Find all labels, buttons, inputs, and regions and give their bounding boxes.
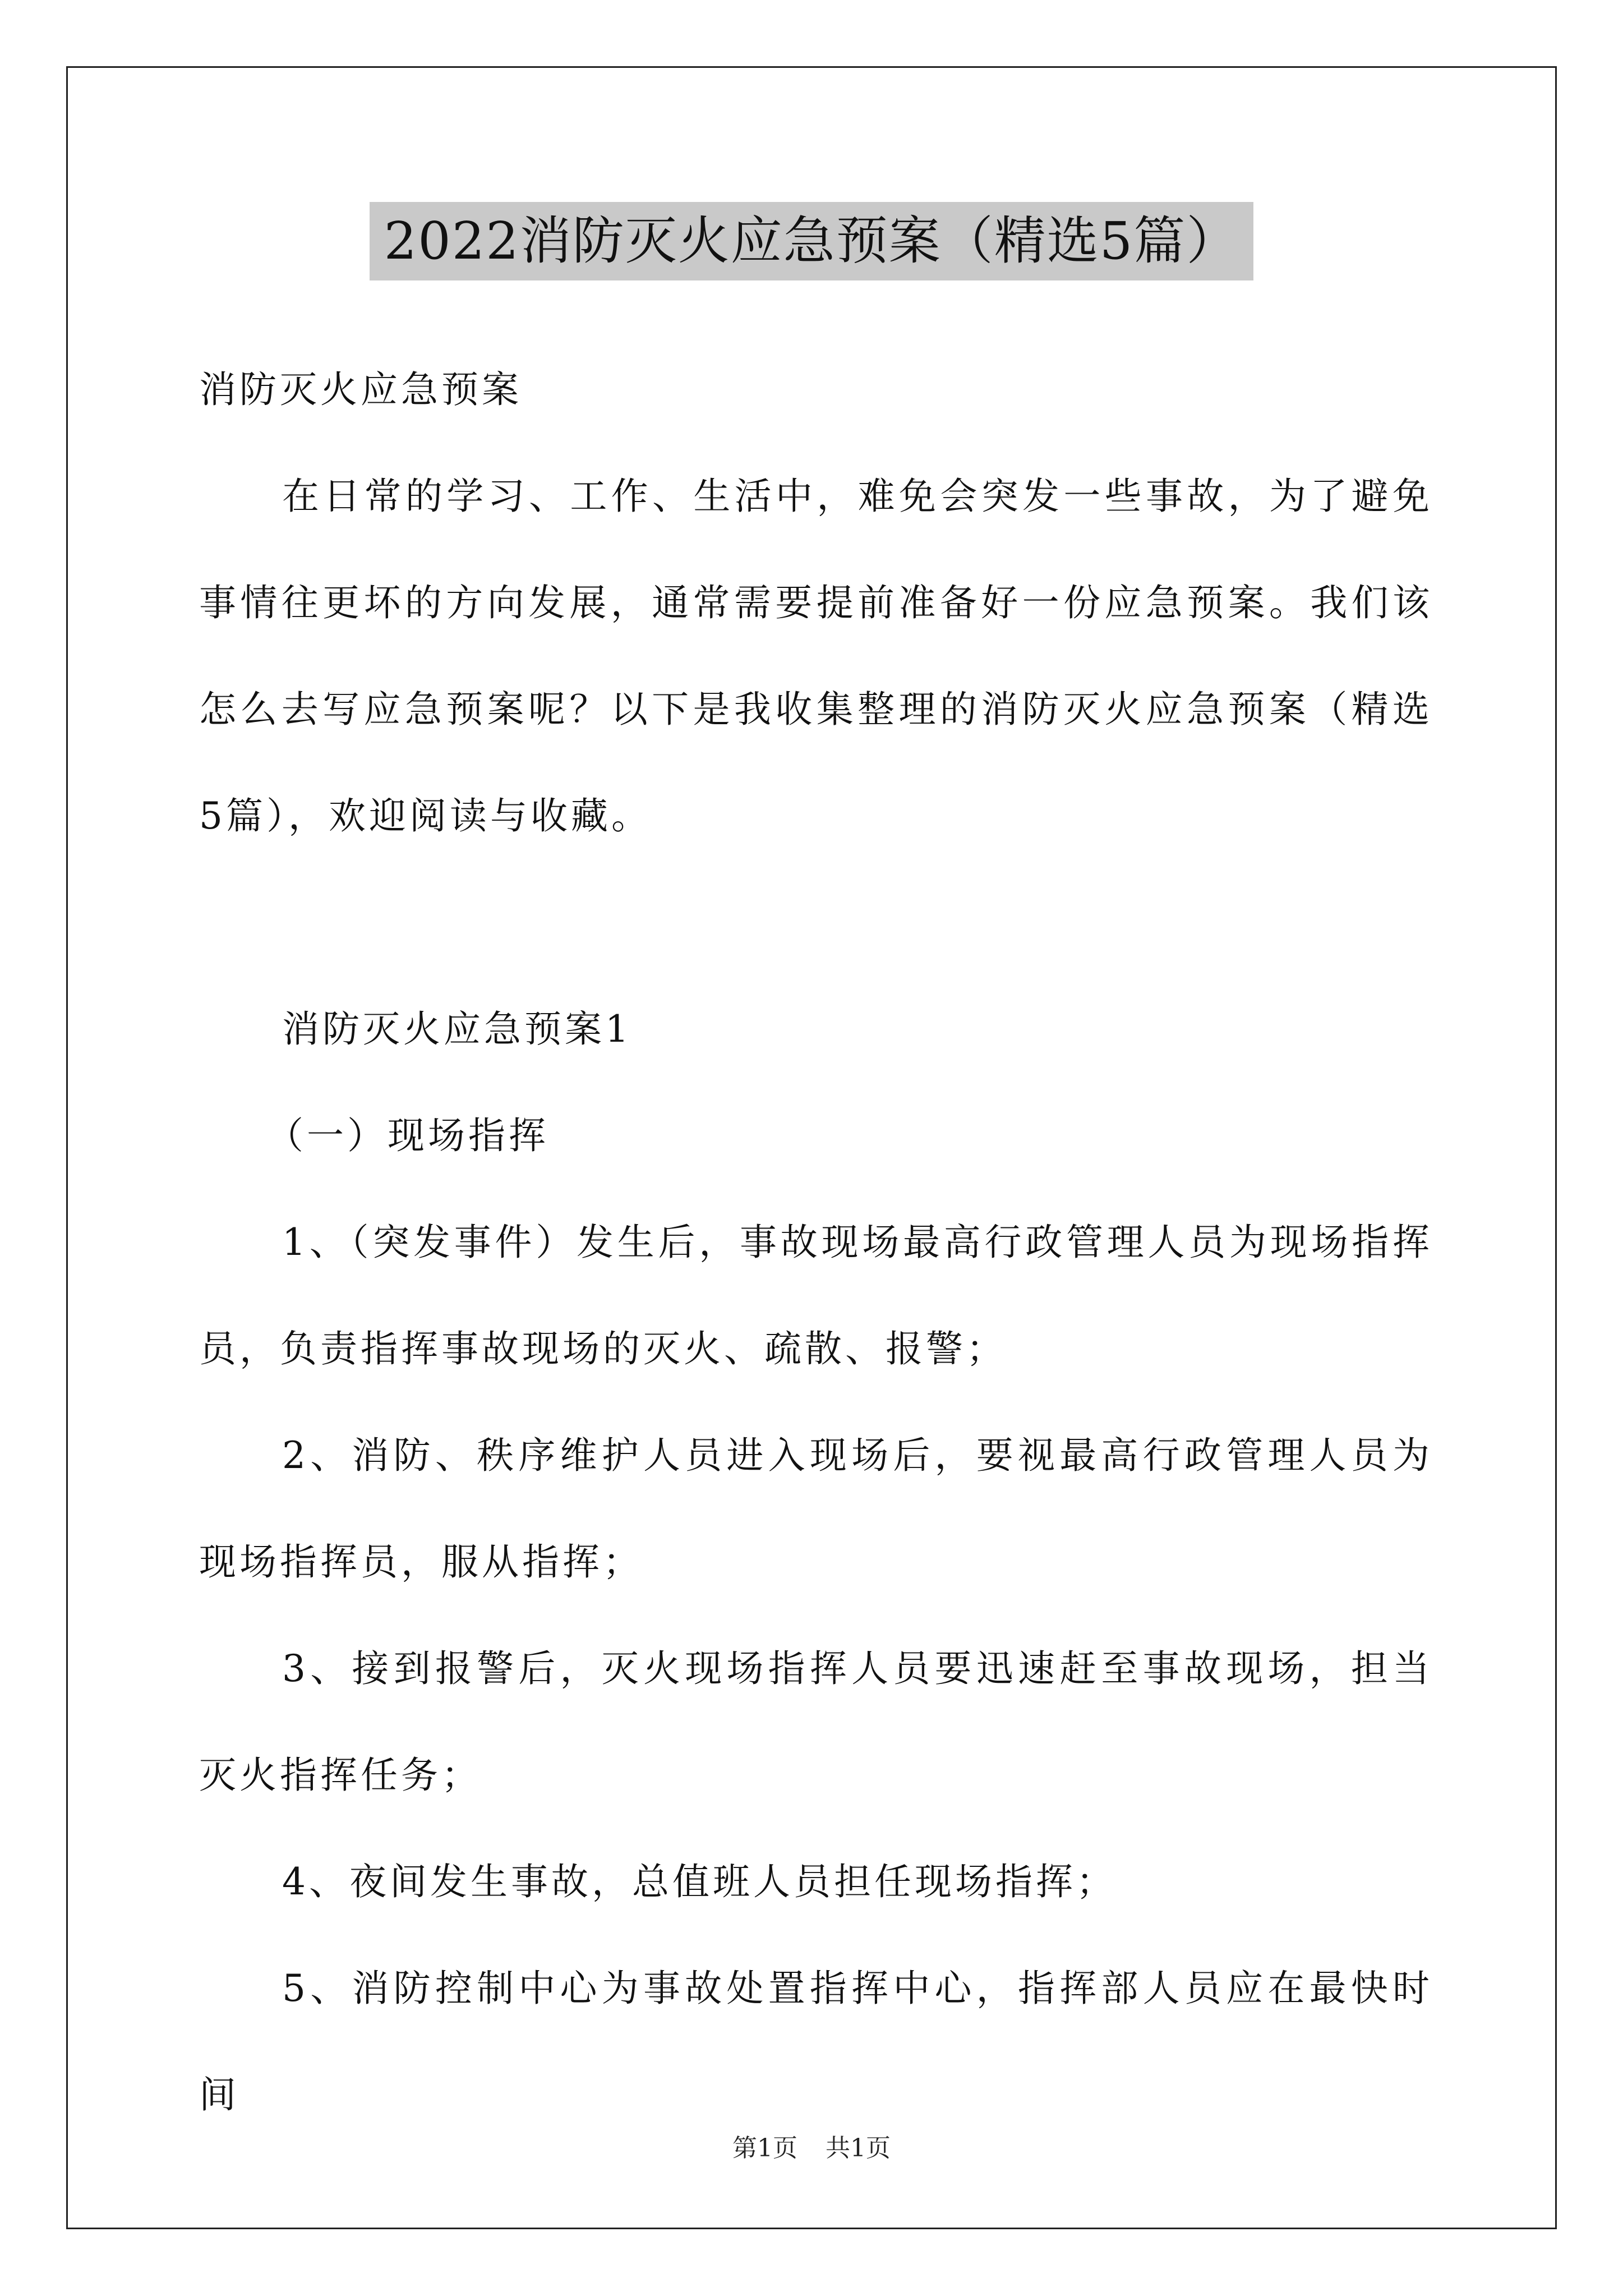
page-number: 第1页 — [732, 2134, 797, 2162]
section-heading: 消防灭火应急预案1 — [282, 1007, 632, 1051]
subtitle: 消防灭火应急预案 — [199, 368, 522, 411]
list-item: 3、接到报警后，灭火现场指挥人员要迅速赶至事故现场，担当灭火指挥任务； — [199, 1647, 1433, 1797]
page-total: 共1页 — [826, 2134, 891, 2162]
document-body — [199, 337, 1433, 2148]
intro-paragraph: 在日常的学习、工作、生活中，难免会突发一些事故，为了避免事情往更坏的方向发展，通常需要提前准备好一份应急预案。我们该怎么去写应急预案呢？以下是我收集整理的消防灭火应急预案（精选5篇），欢迎阅读与收藏。 — [199, 475, 1433, 838]
section-subheading: （一）现场指挥 — [266, 1114, 549, 1157]
document-title: 2022消防灭火应急预案（精选5篇） — [370, 202, 1254, 280]
page-footer — [0, 2132, 1623, 2165]
list-item: 5、消防控制中心为事故处置指挥中心，指挥部人员应在最快时间 — [199, 1967, 1433, 2116]
title-wrap — [0, 202, 1623, 280]
list-item: 1、（突发事件）发生后，事故现场最高行政管理人员为现场指挥员，负责指挥事故现场的灭火、疏散、报警； — [199, 1221, 1433, 1370]
list-item: 4、夜间发生事故，总值班人员担任现场指挥； — [282, 1860, 1117, 1903]
list-item: 2、消防、秩序维护人员进入现场后，要视最高行政管理人员为现场指挥员，服从指挥； — [199, 1434, 1433, 1584]
